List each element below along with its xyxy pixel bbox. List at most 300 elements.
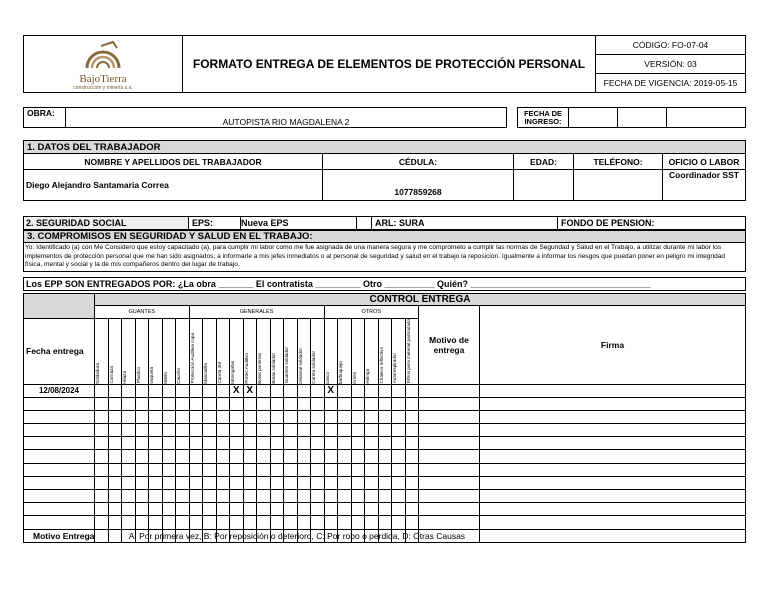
item-check-cell[interactable]	[392, 384, 406, 397]
firma-cell[interactable]	[480, 424, 746, 437]
item-check-cell[interactable]	[149, 450, 163, 463]
item-check-cell[interactable]	[257, 463, 271, 476]
item-check-cell[interactable]	[162, 424, 176, 437]
item-check-cell[interactable]	[230, 397, 244, 410]
item-check-cell[interactable]	[243, 397, 257, 410]
item-check-cell[interactable]	[176, 450, 190, 463]
delivery-date[interactable]	[24, 463, 95, 476]
item-check-cell[interactable]	[216, 490, 230, 503]
firma-cell[interactable]	[480, 529, 746, 542]
item-check-cell[interactable]	[351, 437, 365, 450]
item-check-cell[interactable]	[365, 424, 379, 437]
item-check-cell[interactable]	[216, 424, 230, 437]
item-check-cell[interactable]	[351, 397, 365, 410]
item-check-cell[interactable]	[135, 450, 149, 463]
item-check-cell[interactable]	[95, 516, 109, 529]
item-check-cell[interactable]	[108, 503, 122, 516]
item-check-cell[interactable]	[351, 424, 365, 437]
item-check-cell[interactable]	[135, 410, 149, 423]
item-check-cell[interactable]	[270, 490, 284, 503]
item-check-cell[interactable]	[149, 503, 163, 516]
item-check-cell[interactable]	[324, 397, 338, 410]
item-check-cell[interactable]	[122, 476, 136, 489]
item-check-cell[interactable]	[189, 503, 203, 516]
item-check-cell[interactable]	[243, 437, 257, 450]
item-check-cell[interactable]	[135, 490, 149, 503]
item-check-cell[interactable]	[270, 516, 284, 529]
item-check-cell[interactable]	[189, 463, 203, 476]
item-check-cell[interactable]	[324, 463, 338, 476]
delivery-date[interactable]	[24, 450, 95, 463]
item-check-cell[interactable]	[378, 384, 392, 397]
item-check-cell[interactable]	[122, 384, 136, 397]
item-check-cell[interactable]	[351, 384, 365, 397]
item-check-cell[interactable]	[365, 516, 379, 529]
firma-cell[interactable]	[480, 410, 746, 423]
item-check-cell[interactable]	[405, 490, 419, 503]
item-check-cell[interactable]	[203, 397, 217, 410]
item-check-cell[interactable]	[230, 450, 244, 463]
item-check-cell[interactable]	[176, 503, 190, 516]
item-check-cell[interactable]	[405, 384, 419, 397]
item-check-cell[interactable]	[135, 424, 149, 437]
item-check-cell[interactable]	[95, 384, 109, 397]
item-check-cell[interactable]	[135, 397, 149, 410]
item-check-cell[interactable]	[243, 410, 257, 423]
item-check-cell[interactable]	[270, 397, 284, 410]
item-check-cell[interactable]	[324, 450, 338, 463]
motivo-cell[interactable]	[419, 516, 480, 529]
item-check-cell[interactable]	[135, 437, 149, 450]
item-check-cell[interactable]	[338, 503, 352, 516]
item-check-cell[interactable]	[324, 490, 338, 503]
item-check-cell[interactable]	[297, 503, 311, 516]
firma-cell[interactable]	[480, 397, 746, 410]
item-check-cell[interactable]	[257, 384, 271, 397]
item-check-cell[interactable]	[392, 424, 406, 437]
item-check-cell[interactable]	[203, 516, 217, 529]
item-check-cell[interactable]	[203, 410, 217, 423]
item-check-cell[interactable]	[162, 450, 176, 463]
item-check-cell[interactable]	[338, 397, 352, 410]
item-check-cell[interactable]	[284, 384, 298, 397]
worker-role[interactable]: Coordinador SST	[663, 170, 746, 201]
item-check-cell[interactable]	[338, 476, 352, 489]
item-check-cell[interactable]	[297, 516, 311, 529]
item-check-cell[interactable]	[243, 503, 257, 516]
motivo-cell[interactable]	[419, 490, 480, 503]
item-check-cell[interactable]	[162, 463, 176, 476]
item-check-cell[interactable]	[122, 463, 136, 476]
item-check-cell[interactable]	[311, 437, 325, 450]
item-check-cell[interactable]	[392, 397, 406, 410]
item-check-cell[interactable]	[149, 437, 163, 450]
item-check-cell[interactable]	[149, 424, 163, 437]
item-check-cell[interactable]	[311, 503, 325, 516]
fecha-ingreso-month[interactable]	[618, 108, 667, 128]
item-check-cell[interactable]	[392, 490, 406, 503]
item-check-cell[interactable]	[108, 463, 122, 476]
item-check-cell[interactable]	[108, 384, 122, 397]
motivo-cell[interactable]	[419, 503, 480, 516]
item-check-cell[interactable]	[365, 476, 379, 489]
item-check-cell[interactable]	[122, 450, 136, 463]
item-check-cell[interactable]	[108, 410, 122, 423]
item-check-cell[interactable]	[405, 397, 419, 410]
item-check-cell[interactable]	[392, 437, 406, 450]
item-check-cell[interactable]	[338, 410, 352, 423]
arl-value[interactable]: ARL: SURA	[372, 217, 558, 230]
item-check-cell[interactable]	[162, 410, 176, 423]
firma-cell[interactable]	[480, 476, 746, 489]
item-check-cell[interactable]	[189, 450, 203, 463]
item-check-cell[interactable]	[284, 424, 298, 437]
item-check-cell[interactable]	[216, 463, 230, 476]
item-check-cell[interactable]	[203, 424, 217, 437]
item-check-cell[interactable]	[351, 463, 365, 476]
delivery-date[interactable]	[24, 397, 95, 410]
item-check-cell[interactable]	[122, 397, 136, 410]
item-check-cell[interactable]	[405, 450, 419, 463]
item-check-cell[interactable]	[216, 476, 230, 489]
obra-value[interactable]: AUTOPISTA RIO MAGDALENA 2	[66, 108, 507, 128]
item-check-cell[interactable]	[108, 397, 122, 410]
firma-cell[interactable]	[480, 516, 746, 529]
item-check-cell[interactable]: X	[243, 384, 257, 397]
item-check-cell[interactable]	[392, 516, 406, 529]
item-check-cell[interactable]	[95, 490, 109, 503]
item-check-cell[interactable]	[149, 490, 163, 503]
item-check-cell[interactable]	[162, 476, 176, 489]
fecha-ingreso-day[interactable]	[569, 108, 618, 128]
item-check-cell[interactable]	[284, 503, 298, 516]
item-check-cell[interactable]	[297, 463, 311, 476]
item-check-cell[interactable]	[311, 450, 325, 463]
item-check-cell[interactable]	[135, 384, 149, 397]
item-check-cell[interactable]	[270, 384, 284, 397]
item-check-cell[interactable]	[365, 410, 379, 423]
item-check-cell[interactable]	[230, 463, 244, 476]
item-check-cell[interactable]	[311, 397, 325, 410]
item-check-cell[interactable]	[270, 424, 284, 437]
item-check-cell[interactable]	[243, 424, 257, 437]
item-check-cell[interactable]	[378, 516, 392, 529]
item-check-cell[interactable]	[216, 450, 230, 463]
motivo-cell[interactable]	[419, 424, 480, 437]
item-check-cell[interactable]	[297, 397, 311, 410]
item-check-cell[interactable]	[203, 384, 217, 397]
item-check-cell[interactable]	[405, 437, 419, 450]
item-check-cell[interactable]	[176, 410, 190, 423]
item-check-cell[interactable]	[230, 516, 244, 529]
item-check-cell[interactable]	[365, 463, 379, 476]
item-check-cell[interactable]	[203, 450, 217, 463]
item-check-cell[interactable]	[297, 410, 311, 423]
firma-cell[interactable]	[480, 463, 746, 476]
item-check-cell[interactable]	[230, 424, 244, 437]
item-check-cell[interactable]	[216, 503, 230, 516]
item-check-cell[interactable]	[95, 397, 109, 410]
item-check-cell[interactable]	[405, 463, 419, 476]
item-check-cell[interactable]	[162, 437, 176, 450]
item-check-cell[interactable]	[122, 424, 136, 437]
item-check-cell[interactable]	[365, 384, 379, 397]
item-check-cell[interactable]	[338, 384, 352, 397]
item-check-cell[interactable]	[176, 463, 190, 476]
item-check-cell[interactable]	[284, 450, 298, 463]
item-check-cell[interactable]	[392, 463, 406, 476]
item-check-cell[interactable]	[270, 503, 284, 516]
item-check-cell[interactable]	[378, 397, 392, 410]
item-check-cell[interactable]	[95, 463, 109, 476]
firma-cell[interactable]	[480, 437, 746, 450]
fecha-ingreso-year[interactable]	[667, 108, 746, 128]
item-check-cell[interactable]	[378, 410, 392, 423]
item-check-cell[interactable]	[338, 424, 352, 437]
item-check-cell[interactable]	[149, 384, 163, 397]
item-check-cell[interactable]	[311, 476, 325, 489]
epp-delivered-by[interactable]: Los EPP SON ENTREGADOS POR: ¿La obra _______ El contratista _________ Otro __________ Quién? ____________________________________	[24, 278, 746, 291]
item-check-cell[interactable]	[338, 437, 352, 450]
item-check-cell[interactable]	[351, 503, 365, 516]
item-check-cell[interactable]	[257, 424, 271, 437]
item-check-cell[interactable]	[216, 437, 230, 450]
item-check-cell[interactable]	[284, 397, 298, 410]
item-check-cell[interactable]	[297, 450, 311, 463]
item-check-cell[interactable]	[95, 476, 109, 489]
item-check-cell[interactable]	[324, 476, 338, 489]
item-check-cell[interactable]	[365, 397, 379, 410]
item-check-cell[interactable]	[270, 476, 284, 489]
item-check-cell[interactable]	[284, 490, 298, 503]
delivery-date[interactable]	[24, 410, 95, 423]
item-check-cell[interactable]	[405, 503, 419, 516]
item-check-cell[interactable]	[135, 516, 149, 529]
item-check-cell[interactable]	[230, 503, 244, 516]
item-check-cell[interactable]	[378, 490, 392, 503]
worker-name[interactable]: Diego Alejandro Santamaria Correa	[24, 170, 323, 201]
worker-id[interactable]: 1077859268	[323, 170, 514, 201]
item-check-cell[interactable]	[135, 463, 149, 476]
item-check-cell[interactable]	[297, 476, 311, 489]
item-check-cell[interactable]	[351, 490, 365, 503]
item-check-cell[interactable]	[189, 384, 203, 397]
delivery-date[interactable]	[24, 503, 95, 516]
item-check-cell[interactable]	[95, 503, 109, 516]
item-check-cell[interactable]: X	[230, 384, 244, 397]
item-check-cell[interactable]	[392, 410, 406, 423]
delivery-date[interactable]	[24, 516, 95, 529]
item-check-cell[interactable]	[122, 516, 136, 529]
item-check-cell[interactable]	[216, 516, 230, 529]
item-check-cell[interactable]	[243, 476, 257, 489]
item-check-cell[interactable]	[176, 437, 190, 450]
item-check-cell[interactable]	[162, 516, 176, 529]
item-check-cell[interactable]	[257, 397, 271, 410]
item-check-cell[interactable]	[324, 516, 338, 529]
item-check-cell[interactable]	[149, 516, 163, 529]
worker-phone[interactable]	[574, 170, 663, 201]
item-check-cell[interactable]	[257, 450, 271, 463]
delivery-date[interactable]	[24, 490, 95, 503]
item-check-cell[interactable]	[203, 503, 217, 516]
motivo-cell[interactable]	[419, 397, 480, 410]
item-check-cell[interactable]	[243, 516, 257, 529]
item-check-cell[interactable]	[108, 437, 122, 450]
item-check-cell[interactable]	[378, 463, 392, 476]
delivery-date[interactable]: 12/08/2024	[24, 384, 95, 397]
item-check-cell[interactable]	[108, 490, 122, 503]
item-check-cell[interactable]	[365, 437, 379, 450]
item-check-cell[interactable]	[189, 410, 203, 423]
motivo-cell[interactable]	[419, 410, 480, 423]
item-check-cell[interactable]: X	[324, 384, 338, 397]
item-check-cell[interactable]	[378, 437, 392, 450]
item-check-cell[interactable]	[311, 490, 325, 503]
motivo-cell[interactable]	[419, 476, 480, 489]
item-check-cell[interactable]	[338, 490, 352, 503]
item-check-cell[interactable]	[162, 397, 176, 410]
item-check-cell[interactable]	[257, 476, 271, 489]
item-check-cell[interactable]	[122, 410, 136, 423]
delivery-date[interactable]	[24, 476, 95, 489]
item-check-cell[interactable]	[284, 437, 298, 450]
item-check-cell[interactable]	[324, 424, 338, 437]
item-check-cell[interactable]	[270, 437, 284, 450]
item-check-cell[interactable]	[270, 463, 284, 476]
item-check-cell[interactable]	[189, 437, 203, 450]
item-check-cell[interactable]	[203, 476, 217, 489]
item-check-cell[interactable]	[135, 476, 149, 489]
item-check-cell[interactable]	[351, 476, 365, 489]
item-check-cell[interactable]	[284, 463, 298, 476]
item-check-cell[interactable]	[230, 410, 244, 423]
item-check-cell[interactable]	[243, 463, 257, 476]
item-check-cell[interactable]	[311, 463, 325, 476]
item-check-cell[interactable]	[122, 437, 136, 450]
item-check-cell[interactable]	[189, 516, 203, 529]
item-check-cell[interactable]	[203, 463, 217, 476]
item-check-cell[interactable]	[270, 450, 284, 463]
firma-cell[interactable]	[480, 490, 746, 503]
firma-cell[interactable]	[480, 384, 746, 397]
item-check-cell[interactable]	[149, 463, 163, 476]
item-check-cell[interactable]	[324, 410, 338, 423]
item-check-cell[interactable]	[297, 437, 311, 450]
item-check-cell[interactable]	[149, 410, 163, 423]
item-check-cell[interactable]	[230, 490, 244, 503]
item-check-cell[interactable]	[189, 490, 203, 503]
item-check-cell[interactable]	[230, 437, 244, 450]
item-check-cell[interactable]	[324, 503, 338, 516]
item-check-cell[interactable]	[365, 490, 379, 503]
delivery-date[interactable]	[24, 437, 95, 450]
item-check-cell[interactable]	[216, 384, 230, 397]
item-check-cell[interactable]	[297, 490, 311, 503]
item-check-cell[interactable]	[257, 410, 271, 423]
firma-cell[interactable]	[480, 503, 746, 516]
delivery-date[interactable]	[24, 424, 95, 437]
item-check-cell[interactable]	[392, 503, 406, 516]
item-check-cell[interactable]	[216, 410, 230, 423]
item-check-cell[interactable]	[176, 516, 190, 529]
item-check-cell[interactable]	[176, 384, 190, 397]
motivo-cell[interactable]	[419, 450, 480, 463]
item-check-cell[interactable]	[297, 424, 311, 437]
motivo-cell[interactable]	[419, 437, 480, 450]
item-check-cell[interactable]	[203, 437, 217, 450]
item-check-cell[interactable]	[216, 397, 230, 410]
item-check-cell[interactable]	[405, 516, 419, 529]
item-check-cell[interactable]	[284, 410, 298, 423]
item-check-cell[interactable]	[378, 424, 392, 437]
item-check-cell[interactable]	[149, 476, 163, 489]
item-check-cell[interactable]	[243, 450, 257, 463]
worker-age[interactable]	[514, 170, 574, 201]
item-check-cell[interactable]	[365, 503, 379, 516]
item-check-cell[interactable]	[284, 516, 298, 529]
item-check-cell[interactable]	[351, 450, 365, 463]
item-check-cell[interactable]	[108, 476, 122, 489]
item-check-cell[interactable]	[176, 476, 190, 489]
item-check-cell[interactable]	[351, 410, 365, 423]
item-check-cell[interactable]	[338, 450, 352, 463]
item-check-cell[interactable]	[203, 490, 217, 503]
item-check-cell[interactable]	[243, 490, 257, 503]
item-check-cell[interactable]	[311, 384, 325, 397]
item-check-cell[interactable]	[95, 410, 109, 423]
motivo-cell[interactable]	[419, 384, 480, 397]
item-check-cell[interactable]	[122, 490, 136, 503]
item-check-cell[interactable]	[230, 476, 244, 489]
item-check-cell[interactable]	[176, 397, 190, 410]
item-check-cell[interactable]	[270, 410, 284, 423]
item-check-cell[interactable]	[108, 450, 122, 463]
item-check-cell[interactable]	[257, 516, 271, 529]
item-check-cell[interactable]	[405, 410, 419, 423]
item-check-cell[interactable]	[338, 463, 352, 476]
motivo-cell[interactable]	[419, 463, 480, 476]
item-check-cell[interactable]	[257, 490, 271, 503]
eps-value[interactable]: Nueva EPS	[241, 217, 357, 230]
item-check-cell[interactable]	[311, 410, 325, 423]
item-check-cell[interactable]	[95, 450, 109, 463]
item-check-cell[interactable]	[149, 397, 163, 410]
item-check-cell[interactable]	[378, 476, 392, 489]
item-check-cell[interactable]	[311, 516, 325, 529]
item-check-cell[interactable]	[162, 490, 176, 503]
item-check-cell[interactable]	[405, 476, 419, 489]
item-check-cell[interactable]	[378, 450, 392, 463]
item-check-cell[interactable]	[95, 437, 109, 450]
item-check-cell[interactable]	[162, 384, 176, 397]
item-check-cell[interactable]	[284, 476, 298, 489]
item-check-cell[interactable]	[189, 397, 203, 410]
firma-cell[interactable]	[480, 450, 746, 463]
item-check-cell[interactable]	[95, 424, 109, 437]
item-check-cell[interactable]	[392, 476, 406, 489]
item-check-cell[interactable]	[257, 437, 271, 450]
item-check-cell[interactable]	[108, 424, 122, 437]
item-check-cell[interactable]	[392, 450, 406, 463]
item-check-cell[interactable]	[365, 450, 379, 463]
item-check-cell[interactable]	[257, 503, 271, 516]
item-check-cell[interactable]	[176, 424, 190, 437]
item-check-cell[interactable]	[338, 516, 352, 529]
item-check-cell[interactable]	[189, 424, 203, 437]
item-check-cell[interactable]	[176, 490, 190, 503]
item-check-cell[interactable]	[297, 384, 311, 397]
